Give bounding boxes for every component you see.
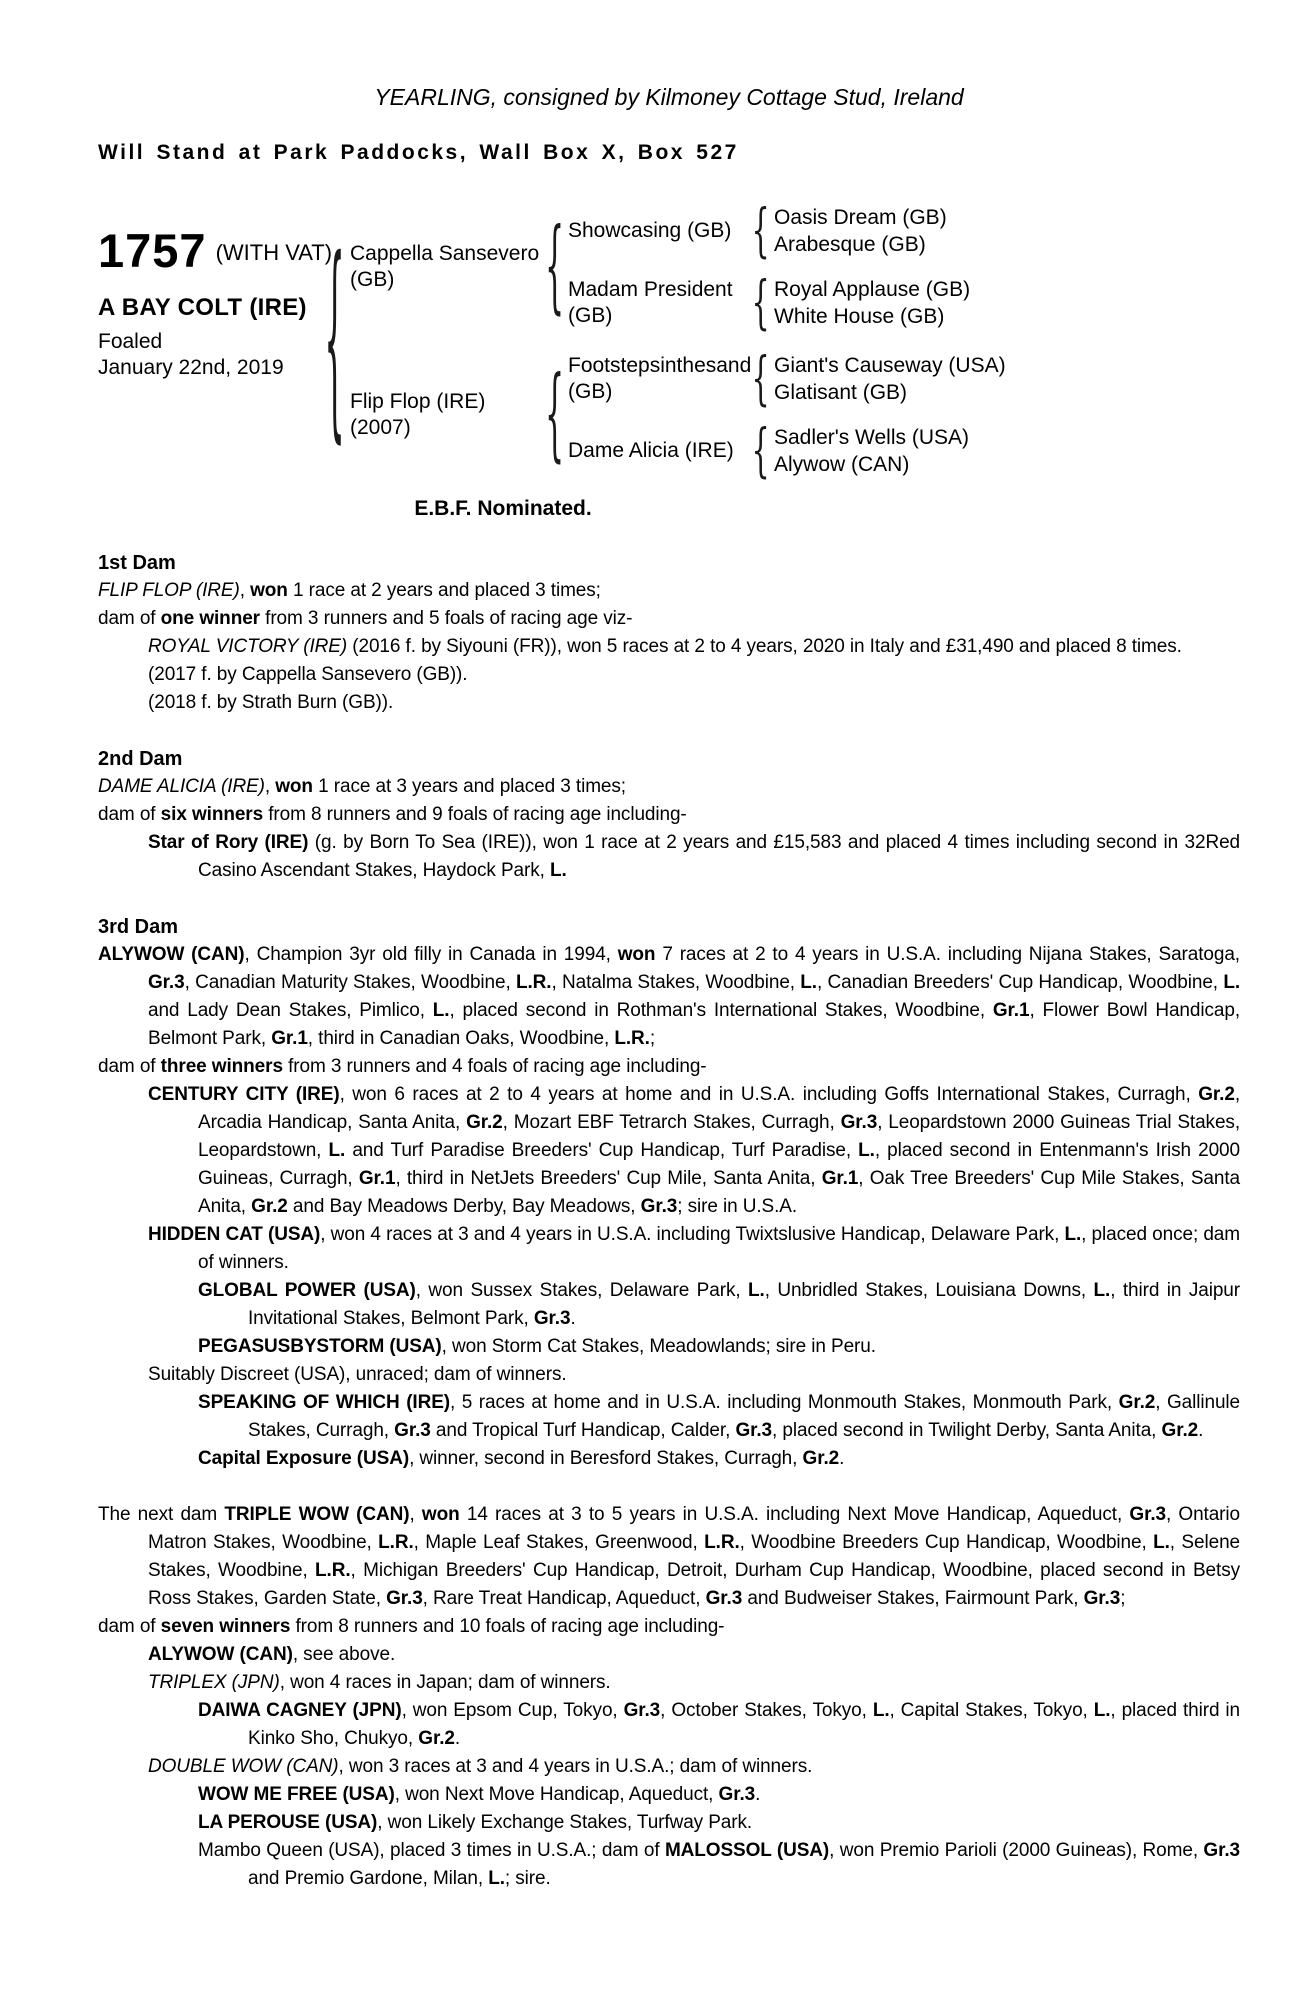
sire-dam-parents — [774, 276, 970, 330]
grandsire-name-line1: Showcasing (GB) — [568, 219, 732, 242]
section-3rd-dam — [98, 913, 1240, 1473]
pedigree-paragraph: SPEAKING OF WHICH (IRE), 5 races at home and in U.S.A. including Monmouth Stakes, Monmouth Park, Gr.2, Gallinule Stakes, Curragh, Gr.3 and Tropical Turf Handicap, Calder, Gr.3, placed second in Twilight Derby, Santa Anita, Gr.2. — [198, 1392, 1240, 1441]
pedigree-paragraph: TRIPLEX (JPN), won 4 races in Japan; dam of winners. — [148, 1672, 611, 1693]
lot-info — [98, 201, 333, 380]
granddam-name — [568, 438, 748, 464]
pedigree-paragraph: Capital Exposure (USA), winner, second in Beresford Stakes, Curragh, Gr.2. — [198, 1448, 845, 1469]
pedigree-paragraph: DAME ALICIA (IRE), won 1 race at 3 years and placed 3 times; — [98, 776, 626, 797]
dam-grandparents — [568, 349, 1006, 481]
dam-sire-row — [568, 349, 1006, 409]
great-grandparent-name: Sadler's Wells (USA) — [774, 426, 969, 449]
pedigree-tree — [320, 201, 1006, 481]
dam-name-line1: Flip Flop (IRE) — [350, 390, 486, 413]
sire-name-line1: Cappella Sansevero — [350, 242, 540, 265]
pedigree-paragraph: Star of Rory (IRE) (g. by Born To Sea (IRE)), won 1 race at 2 years and £15,583 and placed 4 times including second in 32Red Casino Ascendant Stakes, Haydock Park, L. — [148, 832, 1241, 881]
great-grandparent-name: Arabesque (GB) — [774, 233, 926, 256]
great-grandparent-name: White House (GB) — [774, 305, 945, 328]
lot-number-row — [98, 223, 333, 278]
sire-dam-name-line2: (GB) — [568, 304, 613, 327]
page-content — [98, 84, 1240, 1893]
pedigree-paragraph: PEGASUSBYSTORM (USA), won Storm Cat Stakes, Meadowlands; sire in Peru. — [198, 1336, 876, 1357]
pedigree-paragraph: DOUBLE WOW (CAN), won 3 races at 3 and 4 years in U.S.A.; dam of winners. — [148, 1756, 813, 1777]
consignor-line: YEARLING, consigned by Kilmoney Cottage Stud, Ireland — [374, 84, 964, 110]
dam-sire-name — [568, 353, 752, 405]
dam-brace-icon — [542, 385, 568, 445]
pedigree-paragraph: Suitably Discreet (USA), unraced; dam of winners. — [148, 1364, 567, 1385]
dam-sire-brace-icon — [748, 349, 774, 409]
pedigree-paragraph: dam of one winner from 3 runners and 5 foals of racing age viz- — [98, 608, 633, 629]
pedigree-paragraph: ROYAL VICTORY (IRE) (2016 f. by Siyouni (FR)), won 5 races at 2 to 4 years, 2020 in Italy and £31,490 and placed 8 times. — [148, 636, 1182, 657]
pedigree-paragraph: ALYWOW (CAN), see above. — [148, 1644, 396, 1665]
dam-branch — [350, 349, 1006, 481]
grandsire-brace-icon — [748, 201, 774, 261]
great-grandparent-name: Royal Applause (GB) — [774, 278, 971, 301]
granddam-parents — [774, 424, 969, 478]
great-grandparent-name: Giant's Causeway (USA) — [774, 354, 1006, 377]
section-heading: 3rd Dam — [98, 916, 179, 938]
pedigree-paragraph: LA PEROUSE (USA), won Likely Exchange Stakes, Turfway Park. — [198, 1812, 753, 1833]
granddam-brace-icon — [748, 421, 774, 481]
section-next-dam — [98, 1501, 1240, 1893]
grandsire-row — [568, 201, 970, 261]
pedigree-paragraph: HIDDEN CAT (USA), won 4 races at 3 and 4 years in U.S.A. including Twixtslusive Handicap, Delaware Park, L., placed once; dam of winners. — [148, 1224, 1240, 1273]
vat-note: (WITH VAT) — [215, 240, 333, 265]
dam-sire-parents — [774, 352, 1006, 406]
sire-dam-name-line1: Madam President — [568, 278, 733, 301]
grandsire-name — [568, 218, 748, 244]
ebf-nominated-line: E.B.F. Nominated. — [414, 497, 592, 520]
section-1st-dam — [98, 549, 1240, 717]
pedigree-paragraph: dam of seven winners from 8 runners and 10 foals of racing age including- — [98, 1616, 725, 1637]
pedigree-block — [98, 201, 1240, 481]
sire-dam-name — [568, 277, 748, 329]
granddam-row — [568, 421, 1006, 481]
section-2nd-dam — [98, 745, 1240, 885]
sire-grandparents — [568, 201, 970, 333]
sire-dam-brace-icon — [748, 273, 774, 333]
foaled-label: Foaled — [98, 330, 163, 353]
dam-sire-name-line1: Footstepsinthesand — [568, 354, 752, 377]
section-heading: 1st Dam — [98, 552, 176, 574]
dam-name — [350, 389, 542, 441]
sire-branch — [350, 201, 1006, 333]
pedigree-paragraph: The next dam TRIPLE WOW (CAN), won 14 races at 3 to 5 years in U.S.A. including Next Move Handicap, Aqueduct, Gr.3, Ontario Matron Stakes, Woodbine, L.R., Maple Leaf Stakes, Greenwood, L.R., Woodbine Breeders Cup Handicap, Woodbine, L., Selene Stakes, Woodbine, L.R., Michigan Breeders' Cup Handicap, Detroit, Durham Cup Handicap, Woodbine, placed second in Betsy Ross Stakes, Garden State, Gr.3, Rare Treat Handicap, Aqueduct, Gr.3 and Budweiser Stakes, Fairmount Park, Gr.3; — [98, 1504, 1241, 1609]
pedigree-paragraph: WOW ME FREE (USA), won Next Move Handicap, Aqueduct, Gr.3. — [198, 1784, 761, 1805]
stand-location-line: Will Stand at Park Paddocks, Wall Box X, Box 527 — [98, 141, 739, 164]
section-heading: 2nd Dam — [98, 748, 183, 770]
grandsire-parents — [774, 204, 947, 258]
dam-name-line2: (2007) — [350, 416, 411, 439]
pedigree-paragraph: DAIWA CAGNEY (JPN), won Epsom Cup, Tokyo, Gr.3, October Stakes, Tokyo, L., Capital Stakes, Tokyo, L., placed third in Kinko Sho, Chukyo, Gr.2. — [198, 1700, 1240, 1749]
great-grandparent-name: Oasis Dream (GB) — [774, 206, 947, 229]
pedigree-paragraph: (2018 f. by Strath Burn (GB)). — [148, 692, 394, 713]
pedigree-brace-icon — [320, 311, 350, 371]
pedigree-paragraph: (2017 f. by Cappella Sansevero (GB)). — [148, 664, 468, 685]
great-grandparent-name: Alywow (CAN) — [774, 453, 910, 476]
pedigree-paragraph: FLIP FLOP (IRE), won 1 race at 2 years and placed 3 times; — [98, 580, 601, 601]
pedigree-paragraph: CENTURY CITY (IRE), won 6 races at 2 to 4 years at home and in U.S.A. including Goffs International Stakes, Curragh, Gr.2, Arcadia Handicap, Santa Anita, Gr.2, Mozart EBF Tetrarch Stakes, Curragh, Gr.3, Leopardstown 2000 Guineas Trial Stakes, Leopardstown, L. and Turf Paradise Breeders' Cup Handicap, Turf Paradise, L., placed second in Entenmann's Irish 2000 Guineas, Curragh, Gr.1, third in NetJets Breeders' Cup Mile, Santa Anita, Gr.1, Oak Tree Breeders' Cup Mile Stakes, Santa Anita, Gr.2 and Bay Meadows Derby, Bay Meadows, Gr.3; sire in U.S.A. — [148, 1084, 1241, 1217]
sire-brace-icon — [542, 237, 568, 297]
lot-number: 1757 — [98, 224, 207, 277]
pedigree-paragraph: ALYWOW (CAN), Champion 3yr old filly in Canada in 1994, won 7 races at 2 to 4 years in U.S.A. including Nijana Stakes, Saratoga, Gr.3, Canadian Maturity Stakes, Woodbine, L.R., Natalma Stakes, Woodbine, L., Canadian Breeders' Cup Handicap, Woodbine, L. and Lady Dean Stakes, Pimlico, L., placed second in Rothman's International Stakes, Woodbine, Gr.1, Flower Bowl Handicap, Belmont Park, Gr.1, third in Canadian Oaks, Woodbine, L.R.; — [98, 944, 1241, 1049]
sire-name — [350, 241, 542, 293]
sire-name-line2: (GB) — [350, 268, 395, 291]
pedigree-paragraph: Mambo Queen (USA), placed 3 times in U.S.A.; dam of MALOSSOL (USA), won Premio Parioli (2000 Guineas), Rome, Gr.3 and Premio Gardone, Milan, L.; sire. — [198, 1840, 1240, 1889]
pedigree-halves — [350, 201, 1006, 481]
sire-dam-row — [568, 273, 970, 333]
great-grandparent-name: Glatisant (GB) — [774, 381, 908, 404]
foaled-date: January 22nd, 2019 — [98, 356, 284, 379]
pedigree-paragraph: dam of six winners from 8 runners and 9 foals of racing age including- — [98, 804, 687, 825]
pedigree-paragraph: dam of three winners from 3 runners and 4 foals of racing age including- — [98, 1056, 707, 1077]
dam-sire-name-line2: (GB) — [568, 380, 613, 403]
granddam-name-line1: Dame Alicia (IRE) — [568, 439, 734, 462]
lot-title: A BAY COLT (IRE) — [98, 294, 307, 321]
pedigree-paragraph: GLOBAL POWER (USA), won Sussex Stakes, Delaware Park, L., Unbridled Stakes, Louisiana Downs, L., third in Jaipur Invitational Stakes, Belmont Park, Gr.3. — [198, 1280, 1240, 1329]
